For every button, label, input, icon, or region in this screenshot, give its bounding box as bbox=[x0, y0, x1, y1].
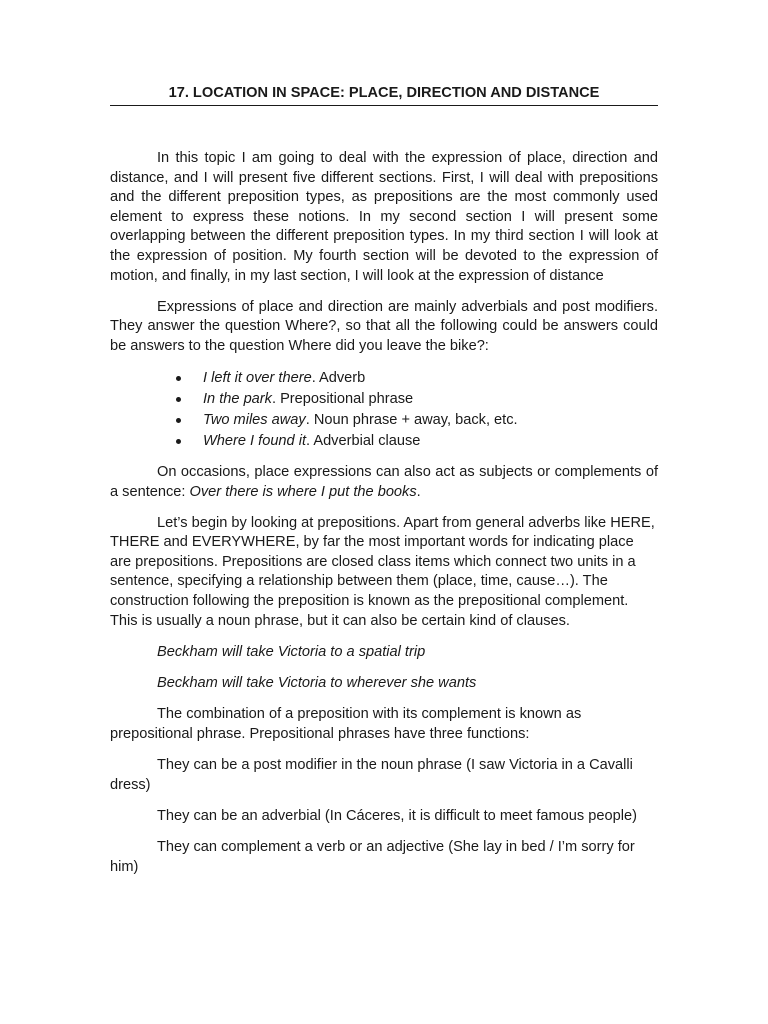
paragraph-text: On occasions, place expressions can also act as subjects or complements of a sentence: bbox=[110, 463, 658, 500]
example-type: . Prepositional phrase bbox=[271, 390, 414, 407]
list-item bbox=[110, 389, 658, 410]
bullet-icon bbox=[176, 418, 181, 423]
list-item bbox=[110, 431, 658, 452]
list-item bbox=[110, 368, 658, 389]
bullet-icon bbox=[176, 376, 181, 381]
example-type: . Adverbial clause bbox=[306, 432, 421, 449]
bullet-icon bbox=[176, 397, 181, 402]
example-sentence-1: Beckham will take Victoria to a spatial trip bbox=[157, 643, 426, 660]
example-sentence-2: Beckham will take Victoria to wherever she wants bbox=[157, 675, 477, 692]
paragraph-end: . bbox=[416, 483, 421, 500]
function-3-paragraph: They can complement a verb or an adjective (She lay in bed / I’m sorry for him) bbox=[110, 838, 635, 875]
place-direction-paragraph: Expressions of place and direction are mainly adverbials and post modifiers. They answer the question Where?, so that all the following could be answers could be answers to the question Where did you leave the bike?: bbox=[110, 298, 658, 354]
example-type: . Adverb bbox=[311, 370, 366, 387]
example-italic: Two miles away bbox=[203, 411, 306, 428]
document-body bbox=[110, 149, 658, 889]
prepositions-paragraph: Let’s begin by looking at prepositions. Apart from general adverbs like HERE, THERE and EVERYWHERE, by far the most important words for indicating place are prepositions. Prepositions are closed class items which connect two units in a sentence, specifying a relationship between them (place, time, cause…). The construction following the preposition is known as the prepositional complement. This is usually a noun phrase, but it can also be certain kind of clauses. bbox=[110, 514, 655, 629]
function-1-paragraph: They can be a post modifier in the noun phrase (I saw Victoria in a Cavalli dress) bbox=[110, 757, 633, 793]
list-item bbox=[110, 410, 658, 431]
examples-list bbox=[110, 368, 658, 451]
function-2-paragraph: They can be an adverbial (In Cáceres, it is difficult to meet famous people) bbox=[157, 807, 637, 824]
example-italic: I left it over there bbox=[203, 370, 312, 387]
prepositional-phrase-paragraph: The combination of a preposition with its complement is known as prepositional phrase. Prepositional phrases have three functions: bbox=[110, 706, 582, 742]
example-italic: Where I found it bbox=[203, 432, 307, 449]
page-title: 17. LOCATION IN SPACE: PLACE, DIRECTION AND DISTANCE bbox=[110, 84, 658, 106]
example-italic: In the park bbox=[203, 390, 272, 407]
subjects-complements-paragraph bbox=[110, 463, 658, 502]
paragraph-italic: Over there is where I put the books bbox=[189, 483, 417, 500]
example-type: . Noun phrase + away, back, etc. bbox=[305, 411, 518, 428]
intro-paragraph: In this topic I am going to deal with the expression of place, direction and distance, and I will present five different sections. First, I will deal with prepositions and the different preposition types, as prepositions are the most commonly used element to express these notions. In my second section I will present some overlapping between the different preposition types. In my third section I will look at the expression of position. My fourth section will be devoted to the expression of motion, and finally, in my last section, I will look at the expression of distance bbox=[110, 150, 658, 284]
bullet-icon bbox=[176, 439, 181, 444]
